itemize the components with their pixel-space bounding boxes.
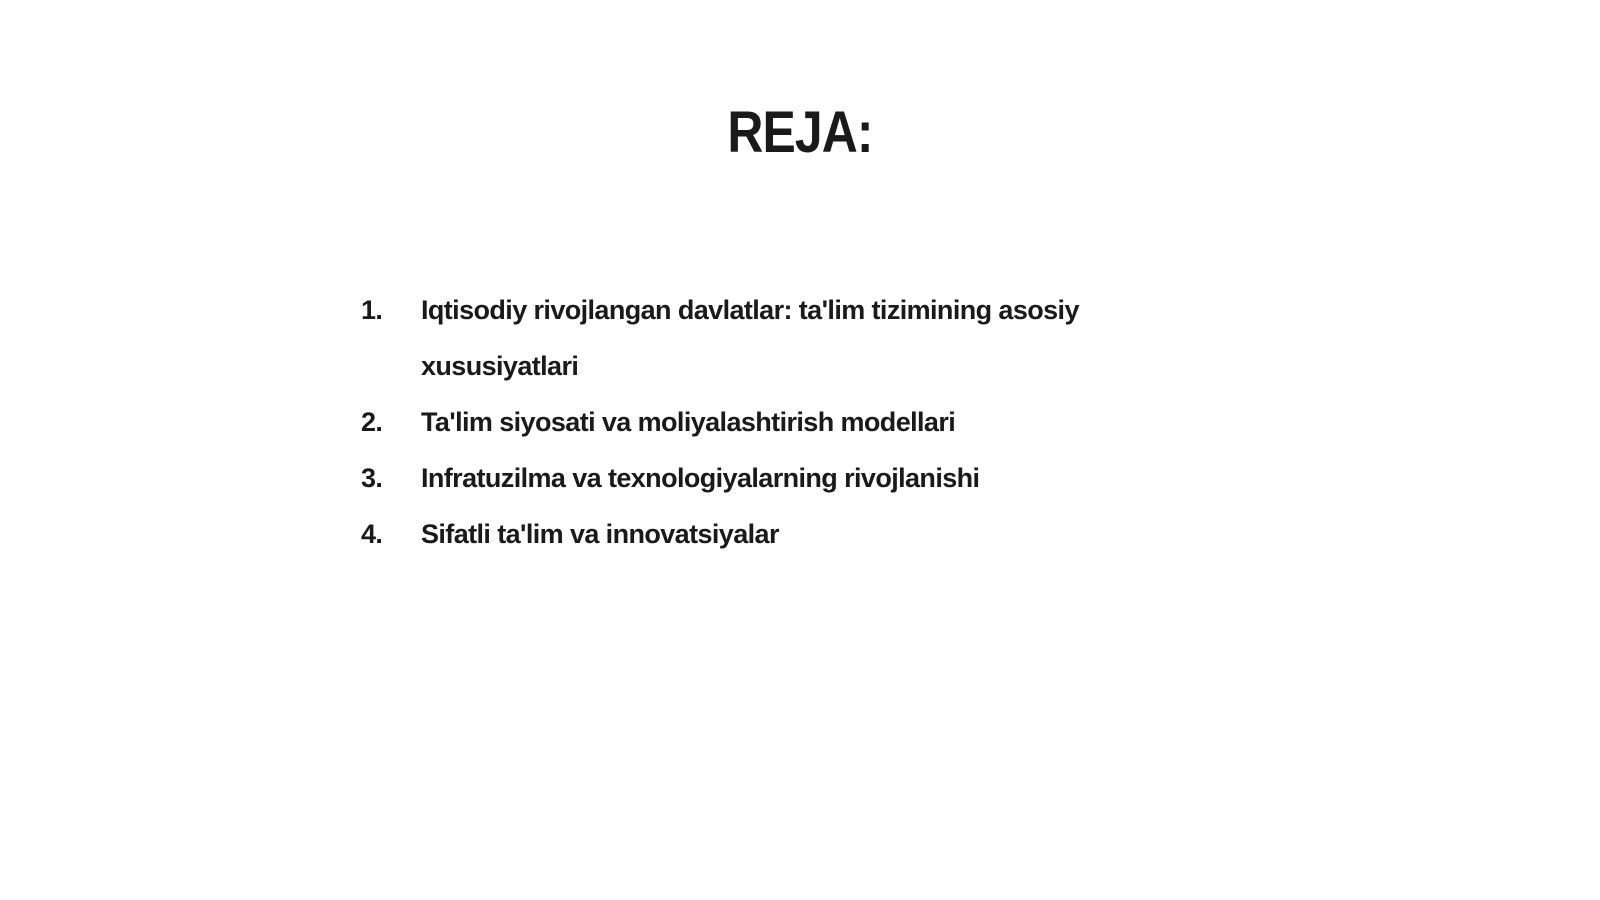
plan-item-text: Infratuzilma va texnologiyalarning rivojlanishi: [421, 463, 980, 493]
plan-item-number: 1.: [361, 295, 383, 325]
plan-item-text: Sifatli ta'lim va innovatsiyalar: [421, 519, 779, 549]
plan-item-text: Iqtisodiy rivojlangan davlatlar: ta'lim tizimining asosiy xususiyatlari: [421, 295, 1079, 381]
plan-item-number: 2.: [361, 407, 383, 437]
plan-item-text: Ta'lim siyosati va moliyalashtirish modellari: [421, 407, 956, 437]
slide-title: REJA:: [727, 100, 873, 165]
plan-item-4: [361, 506, 1161, 562]
plan-item-3: [361, 450, 1161, 506]
plan-item-number: 4.: [361, 519, 383, 549]
plan-list: [361, 282, 1161, 562]
plan-item-2: [361, 394, 1161, 450]
plan-item-number: 3.: [361, 463, 383, 493]
plan-item-1: [361, 282, 1161, 394]
